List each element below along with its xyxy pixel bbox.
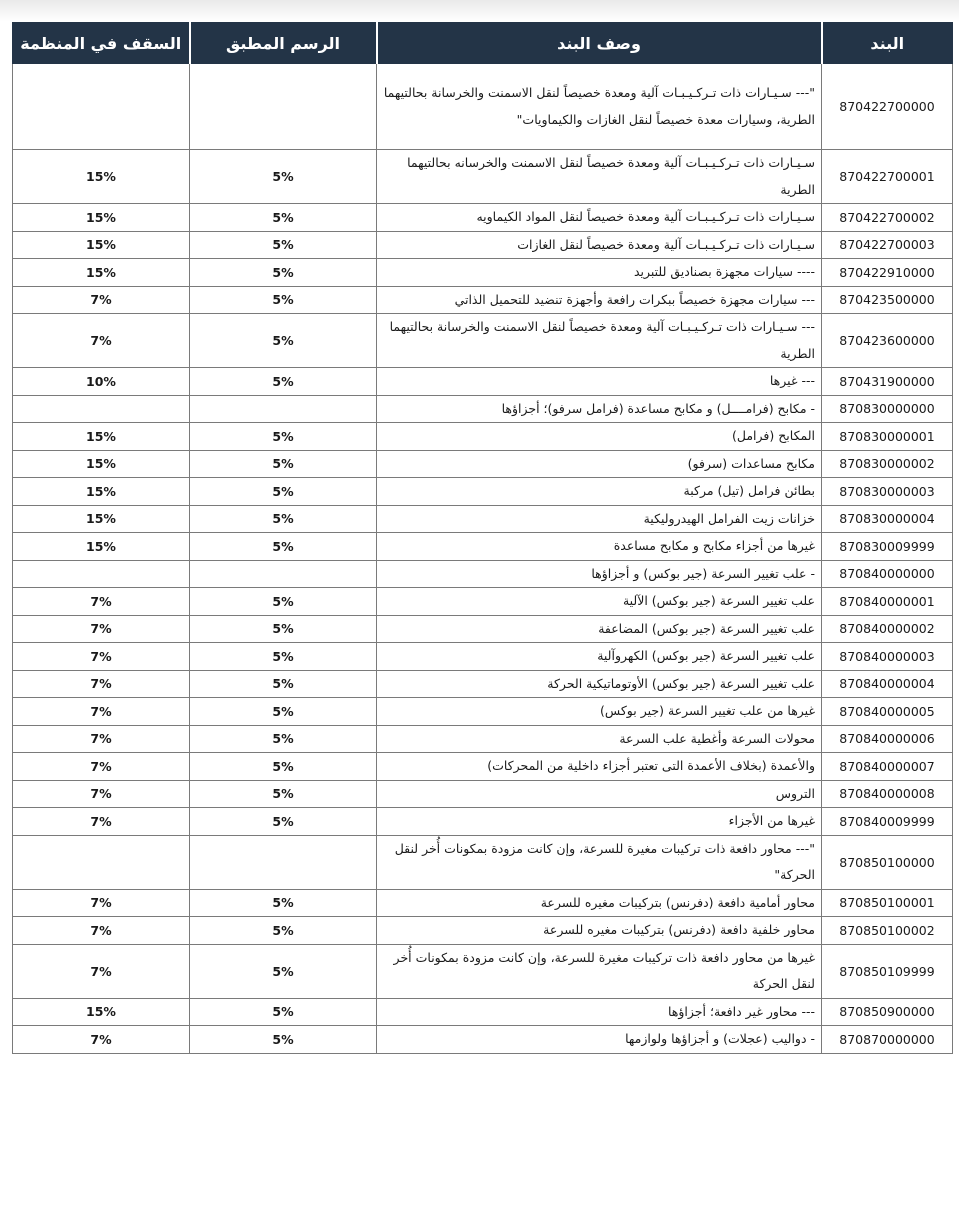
table-row [13, 368, 953, 396]
item-description-cell: --- سيارات مجهزة خصيصاً ببكرات رافعة وأجهزة تنضيد للتحميل الذاتي [377, 286, 822, 314]
item-description-cell: --- محاور غير دافعة؛ أجزاؤها [377, 998, 822, 1026]
applied-rate-cell: 5% [190, 753, 377, 781]
item-code-cell: 870840000001 [822, 588, 953, 616]
table-row [13, 643, 953, 671]
tariff-table-container [12, 22, 952, 1054]
table-row [13, 204, 953, 232]
applied-rate-cell: 5% [190, 944, 377, 998]
item-description-cell: سـيـارات ذات تـركـيـبـات آلية ومعدة خصيصاً لنقل الغازات [377, 231, 822, 259]
item-description-cell: "--- سـيـارات ذات تـركـيـبـات آلية ومعدة خصيصاً لنقل الاسمنت والخرسانة بحالتيهما الطرية، وسيارات معدة خصيصاً لنقل الغازات والكيماويات" [377, 64, 822, 150]
item-code-cell: 870423500000 [822, 286, 953, 314]
organization-cap-cell: 7% [13, 615, 190, 643]
item-code-cell: 870850100002 [822, 917, 953, 945]
item-description-cell: ---- سيارات مجهزة بصناديق للتبريد [377, 259, 822, 287]
organization-cap-cell: 15% [13, 505, 190, 533]
organization-cap-cell: 7% [13, 588, 190, 616]
table-row [13, 998, 953, 1026]
item-description-cell: - مكابح (فرامــــل) و مكابح مساعدة (فرامل سرفو)؛ أجزاؤها [377, 395, 822, 423]
item-description-cell: غيرها من علب تغيير السرعة (جير بوكس) [377, 698, 822, 726]
applied-rate-cell: 5% [190, 670, 377, 698]
item-code-cell: 870422700000 [822, 64, 953, 150]
organization-cap-cell: 15% [13, 259, 190, 287]
item-code-cell: 870830000002 [822, 450, 953, 478]
item-code-cell: 870830000004 [822, 505, 953, 533]
applied-rate-cell: 5% [190, 231, 377, 259]
item-code-cell: 870422700003 [822, 231, 953, 259]
applied-rate-cell [190, 835, 377, 889]
item-description-cell: علب تغيير السرعة (جير بوكس) الأوتوماتيكية الحركة [377, 670, 822, 698]
item-description-cell: محولات السرعة وأغطية علب السرعة [377, 725, 822, 753]
applied-rate-cell: 5% [190, 423, 377, 451]
applied-rate-cell: 5% [190, 368, 377, 396]
organization-cap-cell: 7% [13, 944, 190, 998]
item-code-cell: 870840000004 [822, 670, 953, 698]
applied-rate-cell: 5% [190, 725, 377, 753]
item-code-cell: 870850900000 [822, 998, 953, 1026]
item-code-cell: 870840000003 [822, 643, 953, 671]
table-row [13, 889, 953, 917]
table-row [13, 450, 953, 478]
applied-rate-cell: 5% [190, 615, 377, 643]
table-header-row [13, 23, 953, 64]
item-description-cell: محاور أمامية دافعة (دفرنس) بتركيبات مغيره للسرعة [377, 889, 822, 917]
table-row [13, 615, 953, 643]
applied-rate-cell: 5% [190, 643, 377, 671]
applied-rate-cell: 5% [190, 533, 377, 561]
organization-cap-cell: 15% [13, 150, 190, 204]
table-row [13, 808, 953, 836]
item-description-cell: - علب تغيير السرعة (جير بوكس) و أجزاؤها [377, 560, 822, 588]
table-row [13, 395, 953, 423]
item-description-cell: التروس [377, 780, 822, 808]
organization-cap-cell [13, 835, 190, 889]
table-body [13, 64, 953, 1054]
table-row [13, 560, 953, 588]
organization-cap-cell: 7% [13, 1026, 190, 1054]
item-code-cell: 870830009999 [822, 533, 953, 561]
item-code-cell: 870431900000 [822, 368, 953, 396]
item-code-cell: 870840000007 [822, 753, 953, 781]
item-code-cell: 870870000000 [822, 1026, 953, 1054]
item-code-cell: 870840000005 [822, 698, 953, 726]
organization-cap-cell: 15% [13, 533, 190, 561]
organization-cap-cell: 7% [13, 917, 190, 945]
table-row [13, 64, 953, 150]
organization-cap-cell: 7% [13, 808, 190, 836]
item-description-cell: غيرها من الأجزاء [377, 808, 822, 836]
table-row [13, 1026, 953, 1054]
organization-cap-cell: 15% [13, 423, 190, 451]
organization-cap-cell: 7% [13, 643, 190, 671]
organization-cap-cell: 7% [13, 314, 190, 368]
item-code-cell: 870840000006 [822, 725, 953, 753]
table-row [13, 505, 953, 533]
item-code-cell: 870830000003 [822, 478, 953, 506]
applied-rate-cell: 5% [190, 698, 377, 726]
item-description-cell: علب تغيير السرعة (جير بوكس) الكهروآلية [377, 643, 822, 671]
table-row [13, 670, 953, 698]
item-description-cell: - دواليب (عجلات) و أجزاؤها ولوازمها [377, 1026, 822, 1054]
organization-cap-cell [13, 395, 190, 423]
item-description-cell: غيرها من محاور دافعة ذات تركيبات مغيرة للسرعة، وإن كانت مزودة بمكونات أُخر لنقل الحركة [377, 944, 822, 998]
applied-rate-cell [190, 64, 377, 150]
top-shadow [0, 0, 959, 22]
organization-cap-cell: 15% [13, 998, 190, 1026]
applied-rate-cell [190, 395, 377, 423]
item-code-cell: 870850100001 [822, 889, 953, 917]
table-row [13, 944, 953, 998]
header-organization-cap: السقف في المنظمة [13, 23, 190, 64]
applied-rate-cell: 5% [190, 204, 377, 232]
table-row [13, 314, 953, 368]
item-description-cell: محاور خلفية دافعة (دفرنس) بتركيبات مغيره للسرعة [377, 917, 822, 945]
applied-rate-cell: 5% [190, 917, 377, 945]
table-row [13, 150, 953, 204]
organization-cap-cell [13, 64, 190, 150]
item-code-cell: 870840000008 [822, 780, 953, 808]
item-description-cell: علب تغيير السرعة (جير بوكس) الآلية [377, 588, 822, 616]
item-code-cell: 870840000000 [822, 560, 953, 588]
applied-rate-cell: 5% [190, 478, 377, 506]
applied-rate-cell: 5% [190, 314, 377, 368]
item-code-cell: 870850109999 [822, 944, 953, 998]
organization-cap-cell: 7% [13, 670, 190, 698]
table-row [13, 423, 953, 451]
table-row [13, 231, 953, 259]
applied-rate-cell: 5% [190, 1026, 377, 1054]
organization-cap-cell: 15% [13, 478, 190, 506]
table-row [13, 917, 953, 945]
table-row [13, 835, 953, 889]
item-description-cell: المكابح (فرامل) [377, 423, 822, 451]
item-description-cell: علب تغيير السرعة (جير بوكس) المضاعفة [377, 615, 822, 643]
organization-cap-cell: 7% [13, 725, 190, 753]
organization-cap-cell: 7% [13, 753, 190, 781]
table-row [13, 780, 953, 808]
applied-rate-cell: 5% [190, 150, 377, 204]
organization-cap-cell: 15% [13, 450, 190, 478]
item-description-cell: سـيـارات ذات تـركـيـبـات آلية ومعدة خصيصاً لنقل المواد الكيماويه [377, 204, 822, 232]
item-description-cell: "--- محاور دافعة ذات تركيبات مغيرة للسرعة، وإن كانت مزودة بمكونات أُخر لنقل الحركة" [377, 835, 822, 889]
table-row [13, 588, 953, 616]
applied-rate-cell [190, 560, 377, 588]
applied-rate-cell: 5% [190, 286, 377, 314]
table-row [13, 725, 953, 753]
item-description-cell: والأعمدة (بخلاف الأعمدة التى تعتبر أجزاء داخلية من المحركات) [377, 753, 822, 781]
applied-rate-cell: 5% [190, 780, 377, 808]
item-code-cell: 870830000001 [822, 423, 953, 451]
item-code-cell: 870840009999 [822, 808, 953, 836]
table-row [13, 698, 953, 726]
item-description-cell: سـيـارات ذات تـركـيـبـات آلية ومعدة خصيصاً لنقل الاسمنت والخرسانه بحالتيهما الطرية [377, 150, 822, 204]
organization-cap-cell: 7% [13, 889, 190, 917]
item-code-cell: 870850100000 [822, 835, 953, 889]
applied-rate-cell: 5% [190, 588, 377, 616]
item-description-cell: مكابح مساعدات (سرفو) [377, 450, 822, 478]
organization-cap-cell: 7% [13, 286, 190, 314]
item-description-cell: غيرها من أجزاء مكابح و مكابح مساعدة [377, 533, 822, 561]
table-row [13, 286, 953, 314]
item-code-cell: 870422700002 [822, 204, 953, 232]
applied-rate-cell: 5% [190, 808, 377, 836]
organization-cap-cell: 7% [13, 780, 190, 808]
item-code-cell: 870422910000 [822, 259, 953, 287]
table-row [13, 753, 953, 781]
organization-cap-cell: 15% [13, 204, 190, 232]
applied-rate-cell: 5% [190, 889, 377, 917]
header-applied-rate: الرسم المطبق [190, 23, 377, 64]
item-code-cell: 870840000002 [822, 615, 953, 643]
organization-cap-cell: 7% [13, 698, 190, 726]
organization-cap-cell: 10% [13, 368, 190, 396]
applied-rate-cell: 5% [190, 450, 377, 478]
applied-rate-cell: 5% [190, 505, 377, 533]
item-code-cell: 870422700001 [822, 150, 953, 204]
item-description-cell: --- سـيـارات ذات تـركـيـبـات آلية ومعدة خصيصاً لنقل الاسمنت والخرسانة بحالتيهما الطرية [377, 314, 822, 368]
table-row [13, 259, 953, 287]
table-row [13, 478, 953, 506]
item-description-cell: خزانات زيت الفرامل الهيدروليكية [377, 505, 822, 533]
header-item: البند [822, 23, 953, 64]
applied-rate-cell: 5% [190, 998, 377, 1026]
organization-cap-cell: 15% [13, 231, 190, 259]
header-description: وصف البند [377, 23, 822, 64]
tariff-table [12, 22, 953, 1054]
applied-rate-cell: 5% [190, 259, 377, 287]
organization-cap-cell [13, 560, 190, 588]
item-description-cell: --- غيرها [377, 368, 822, 396]
item-code-cell: 870423600000 [822, 314, 953, 368]
item-code-cell: 870830000000 [822, 395, 953, 423]
item-description-cell: بطائن فرامل (تيل) مركبة [377, 478, 822, 506]
table-row [13, 533, 953, 561]
